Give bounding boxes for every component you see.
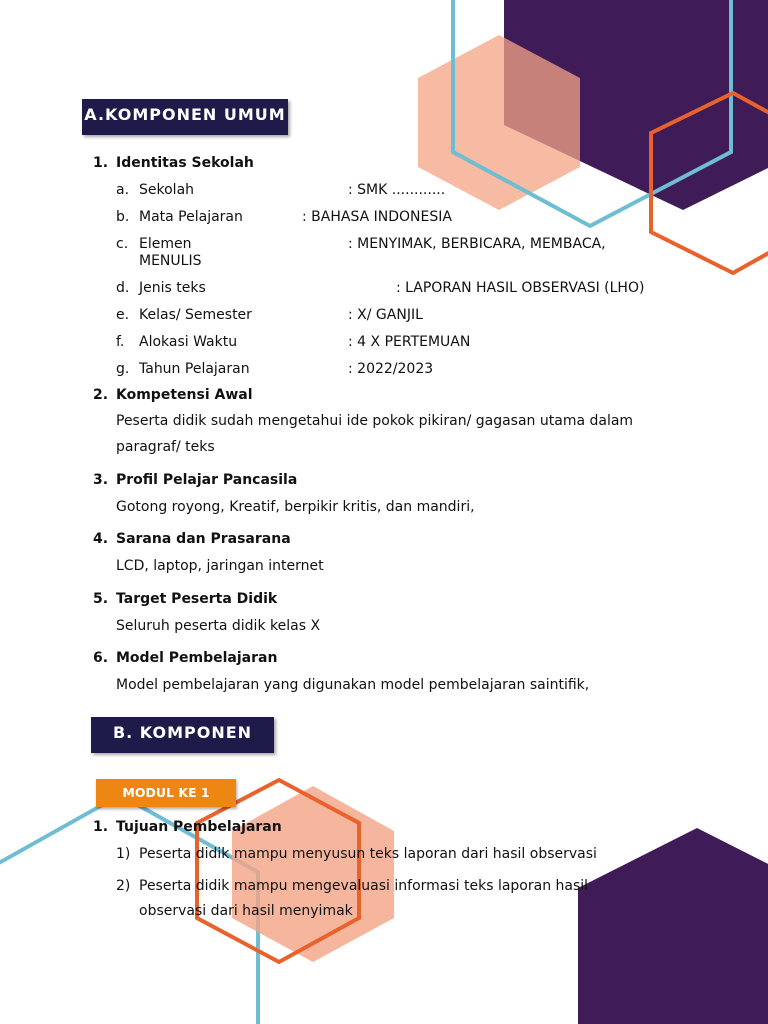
section-number: 3. xyxy=(93,472,109,488)
section-number: 6. xyxy=(93,650,109,666)
kompetensi-awal-line-2: paragraf/ teks xyxy=(116,439,215,455)
model-heading: Model Pembelajaran xyxy=(116,650,278,666)
section-b-header xyxy=(91,717,274,774)
identitas-number: 1. xyxy=(93,155,109,171)
section-number: 4. xyxy=(93,531,109,547)
item-value-elemen: : MENYIMAK, BERBICARA, MEMBACA, xyxy=(348,236,606,252)
target-heading: Target Peserta Didik xyxy=(116,591,278,607)
item-letter: a. xyxy=(116,182,130,198)
item-label-jenis-teks: Jenis teks xyxy=(139,280,206,296)
tujuan-item-number: 2) xyxy=(116,878,131,894)
profil-pelajar-heading: Profil Pelajar Pancasila xyxy=(116,472,298,488)
item-letter: b. xyxy=(116,209,130,225)
item-letter: g. xyxy=(116,361,130,377)
section-number: 5. xyxy=(93,591,109,607)
tujuan-item-number: 1) xyxy=(116,846,131,862)
section-number: 2. xyxy=(93,387,109,403)
tujuan-number: 1. xyxy=(93,819,109,835)
identitas-heading: Identitas Sekolah xyxy=(116,155,254,171)
tujuan-item-2-line-2: observasi dari hasil menyimak xyxy=(139,903,353,919)
item-label-elemen-cont: MENULIS xyxy=(139,253,202,269)
item-label-tahun: Tahun Pelajaran xyxy=(139,361,250,377)
model-line: Model pembelajaran yang digunakan model pembelajaran saintifik, xyxy=(116,677,590,693)
section-a-header xyxy=(82,99,288,135)
item-value-tahun: : 2022/2023 xyxy=(348,361,434,377)
sarana-line: LCD, laptop, jaringan internet xyxy=(116,558,324,574)
item-label-elemen: Elemen xyxy=(139,236,192,252)
kompetensi-awal-line-1: Peserta didik sudah mengetahui ide pokok pikiran/ gagasan utama dalam xyxy=(116,413,634,429)
tujuan-item-1-line: Peserta didik mampu menyusun teks laporan dari hasil observasi xyxy=(139,846,597,862)
item-value-jenis-teks: : LAPORAN HASIL OBSERVASI (LHO) xyxy=(396,280,645,296)
item-label-sekolah: Sekolah xyxy=(139,182,195,198)
item-letter: e. xyxy=(116,307,130,323)
profil-pelajar-line: Gotong royong, Kreatif, berpikir kritis, dan mandiri, xyxy=(116,499,475,515)
item-value-kelas: : X/ GANJIL xyxy=(348,307,423,323)
item-value-alokasi: : 4 X PERTEMUAN xyxy=(348,334,471,350)
modul-badge: MODUL KE 1 xyxy=(96,779,236,807)
item-letter: d. xyxy=(116,280,130,296)
kompetensi-awal-heading: Kompetensi Awal xyxy=(116,387,253,403)
sarana-heading: Sarana dan Prasarana xyxy=(116,531,291,547)
section-a-title: A.KOMPONEN UMUM xyxy=(84,105,286,124)
item-label-mata-pelajaran: Mata Pelajaran xyxy=(139,209,243,225)
item-value-mata-pelajaran: : BAHASA INDONESIA xyxy=(302,209,452,225)
target-line: Seluruh peserta didik kelas X xyxy=(116,618,321,634)
item-label-alokasi: Alokasi Waktu xyxy=(139,334,238,350)
tujuan-item-2-line-1: Peserta didik mampu mengevaluasi informasi teks laporan hasil xyxy=(139,878,589,894)
item-value-sekolah: : SMK ............ xyxy=(348,182,446,198)
item-label-kelas: Kelas/ Semester xyxy=(139,307,252,323)
section-b-title: B. KOMPONEN INTI xyxy=(112,723,253,774)
item-letter: f. xyxy=(116,334,125,350)
tujuan-heading: Tujuan Pembelajaran xyxy=(116,819,282,835)
item-letter: c. xyxy=(116,236,129,252)
